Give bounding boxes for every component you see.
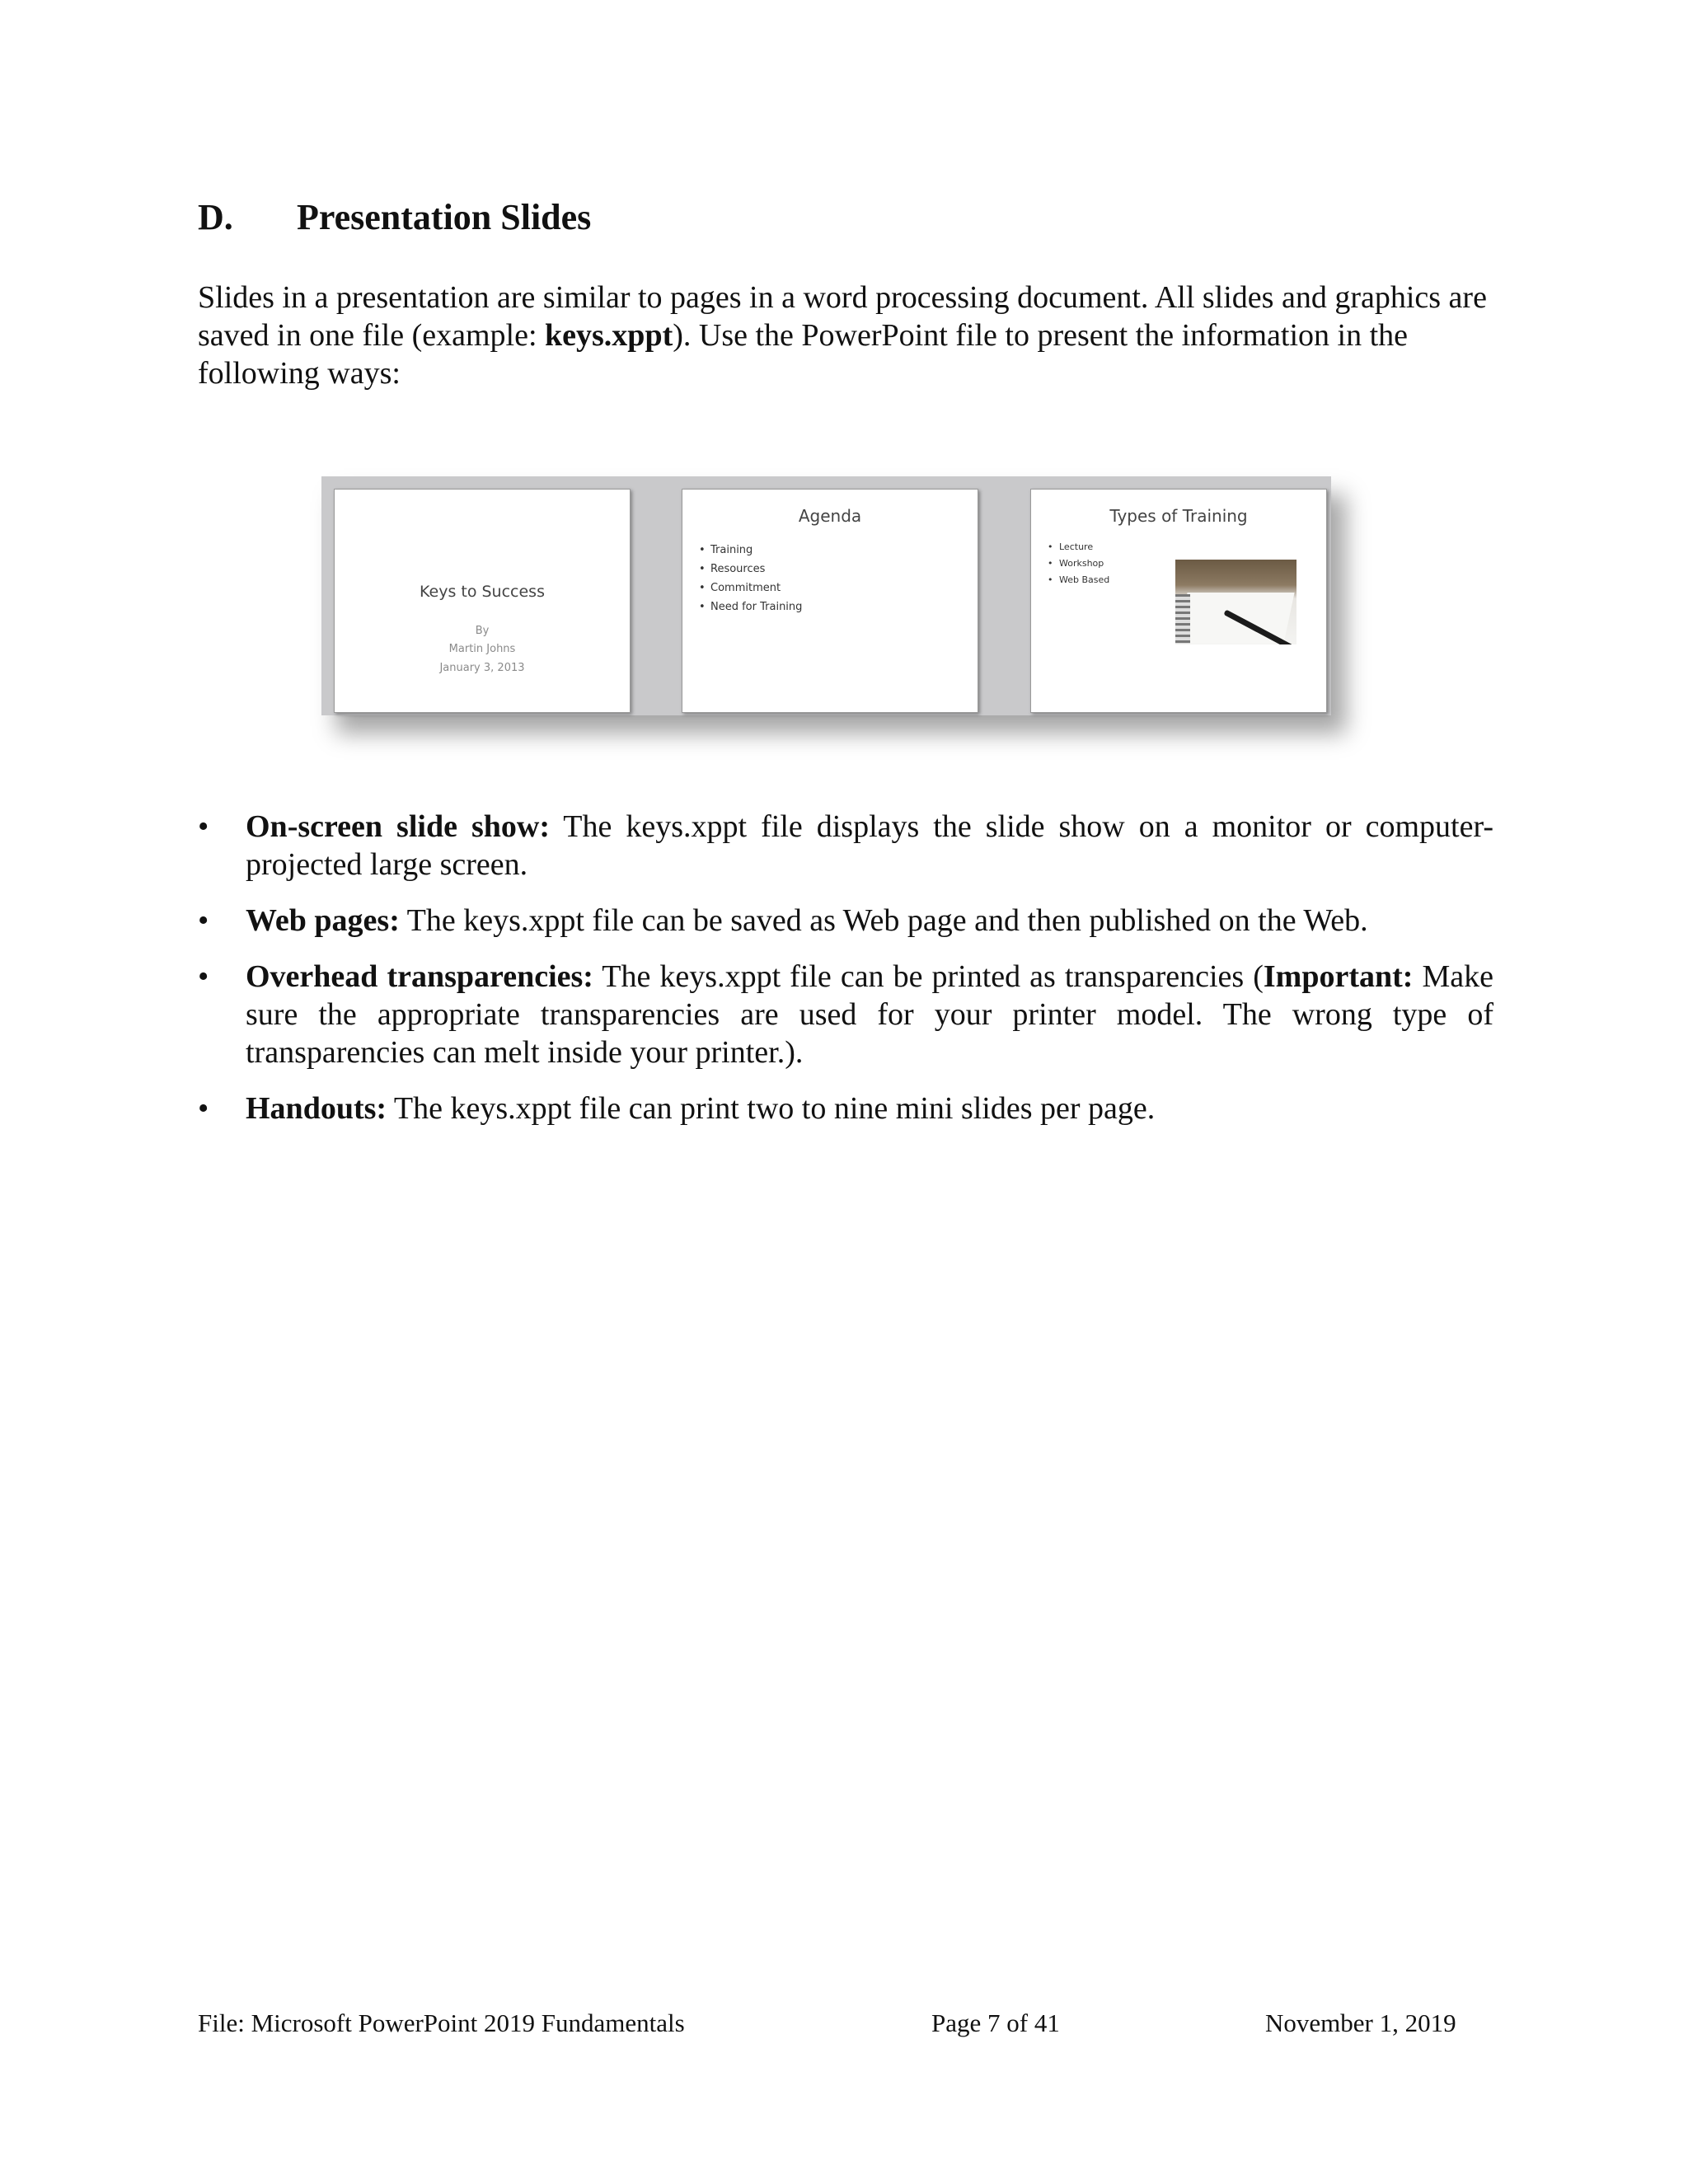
- intro-text-before: Slides in a presentation are similar to pages in a word processing document. All slides and graphics are saved in one file (example:: [198, 280, 1487, 353]
- slide1-title: Keys to Success: [420, 583, 545, 601]
- bullet-dot: •: [198, 809, 209, 844]
- slide-thumbnails-figure: [321, 476, 1331, 715]
- slide3-bullet: • Workshop: [1048, 555, 1109, 572]
- slide1-author: Martin Johns: [448, 643, 516, 655]
- bullet-text: The keys.xppt file can print two to nine mini slides per page.: [387, 1091, 1156, 1126]
- slide1-date: January 3, 2013: [439, 662, 525, 674]
- footer-date: November 1, 2019: [1265, 2008, 1456, 2037]
- slide2-title: Agenda: [798, 506, 862, 526]
- bullet-label: Handouts:: [246, 1091, 387, 1126]
- section-title: Presentation Slides: [297, 197, 592, 237]
- intro-filename: keys.xppt: [545, 318, 673, 353]
- footer-page-number: Page 7 of 41: [931, 2008, 1060, 2037]
- slide2-bullet: • Need for Training: [699, 598, 802, 616]
- bullet-item: [198, 902, 1493, 940]
- notebook-pen-photo: [1175, 560, 1296, 644]
- bullet-text: The keys.xppt file displays the slide show on a monitor or computer-projected large screen.: [246, 809, 1494, 882]
- bullet-important-label: Important:: [1263, 959, 1414, 994]
- bullet-item: [198, 958, 1493, 1071]
- slide-thumbnail-training-types: [1030, 489, 1327, 713]
- bullet-dot: •: [198, 959, 209, 994]
- section-heading: [198, 196, 591, 238]
- slide2-bullet: • Commitment: [699, 579, 802, 598]
- slide2-bullet-list: [699, 541, 802, 616]
- slide-thumbnail-agenda: [682, 489, 978, 713]
- slide1-by: By: [475, 625, 490, 637]
- slide3-bullet: • Lecture: [1048, 539, 1109, 555]
- bullet-text-continued: Make sure the appropriate transparencies are used for your printer model. The wrong type of transparencies can melt inside your printer.).: [246, 959, 1493, 1070]
- slide3-title: Types of Training: [1109, 506, 1248, 526]
- bullet-text: The keys.xppt file can be saved as Web page and then published on the Web.: [399, 903, 1368, 938]
- slide3-bullet-list: [1048, 539, 1109, 588]
- slide2-bullet: • Resources: [699, 560, 802, 579]
- bullet-label: Overhead transparencies:: [246, 959, 593, 994]
- bullet-dot: •: [198, 1091, 209, 1126]
- intro-paragraph: [198, 279, 1492, 392]
- bullet-item: [198, 1090, 1493, 1127]
- bullet-item: [198, 808, 1493, 883]
- bullet-label: Web pages:: [246, 903, 400, 938]
- slide-thumbnail-title: [334, 489, 631, 713]
- slide2-bullet: • Training: [699, 541, 802, 560]
- footer-file: File: Microsoft PowerPoint 2019 Fundamentals: [198, 2008, 685, 2037]
- slide3-bullet: • Web Based: [1048, 572, 1109, 588]
- usage-bullet-list: [198, 808, 1493, 1146]
- bullet-label: On-screen slide show:: [246, 809, 550, 844]
- intro-text-after: ). Use the PowerPoint file to present the information in the following ways:: [198, 318, 1408, 391]
- photo-spiral: [1175, 594, 1190, 644]
- bullet-dot: •: [198, 903, 209, 938]
- section-letter: D.: [198, 197, 233, 237]
- bullet-text: The keys.xppt file can be printed as transparencies (: [593, 959, 1264, 994]
